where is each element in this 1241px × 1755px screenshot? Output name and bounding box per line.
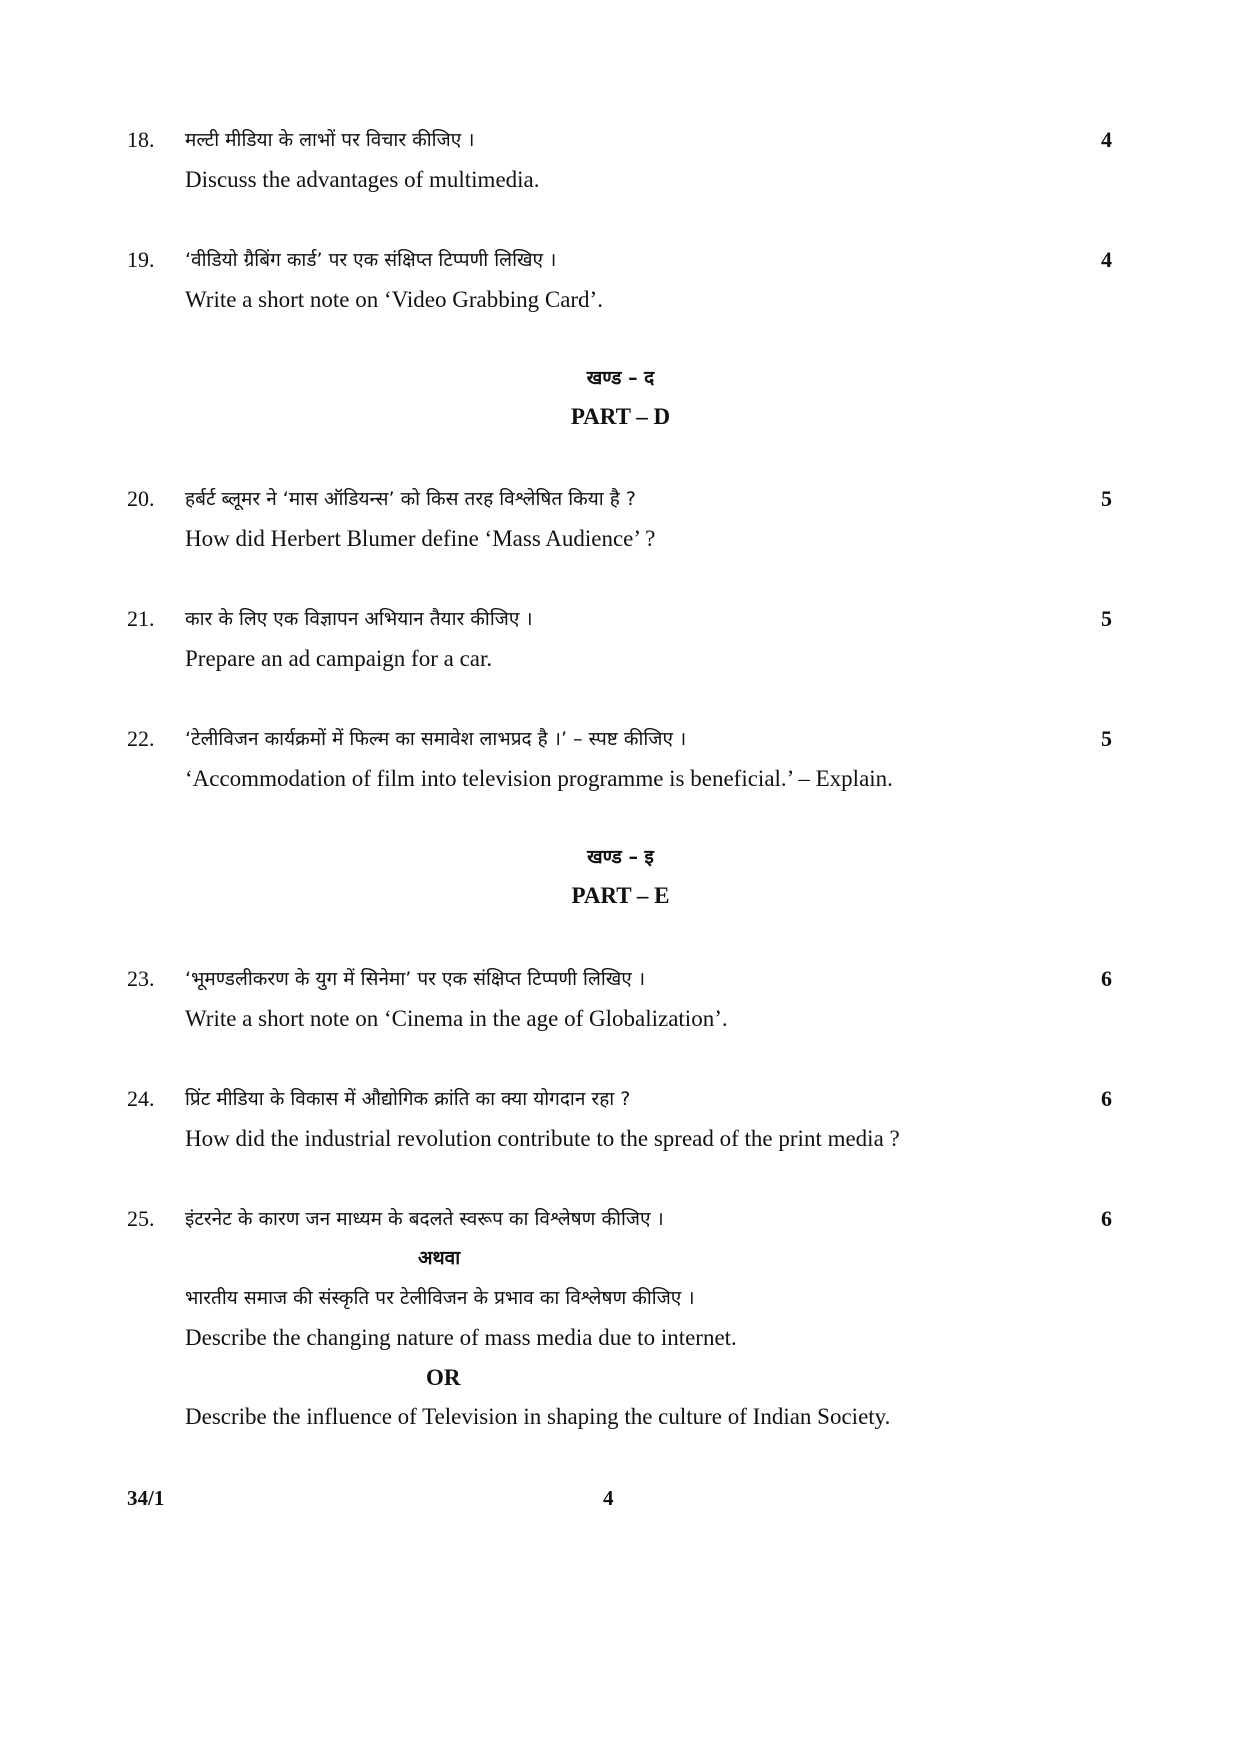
question-number: 21. (127, 606, 155, 631)
question-number: 23. (127, 966, 155, 991)
question-hindi: इंटरनेट के कारण जन माध्यम के बदलते स्वरूप का विश्लेषण कीजिए । (185, 1208, 664, 1230)
question-english: Prepare an ad campaign for a car. (185, 646, 493, 671)
paper-code: 34/1 (127, 1486, 165, 1510)
question-english: How did Herbert Blumer define ‘Mass Audience’ ? (185, 526, 656, 551)
question-marks: 5 (1101, 606, 1112, 631)
question-number: 20. (127, 486, 155, 511)
page-number: 4 (603, 1486, 614, 1510)
question-hindi: प्रिंट मीडिया के विकास में औद्योगिक क्रांति का क्या योगदान रहा ? (185, 1088, 631, 1110)
question-hindi: हर्बर्ट ब्लूमर ने ‘मास ऑडियन्स’ को किस तरह विश्लेषित किया है ? (185, 488, 636, 510)
part-e-hindi-heading: खण्ड – इ (587, 846, 654, 868)
question-english: Write a short note on ‘Cinema in the age of Globalization’. (185, 1006, 728, 1031)
question-english: Discuss the advantages of multimedia. (185, 167, 540, 192)
question-english: Describe the changing nature of mass media due to internet. (185, 1325, 737, 1350)
question-hindi: ‘भूमण्डलीकरण के युग में सिनेमा’ पर एक संक्षिप्त टिप्पणी लिखिए । (185, 968, 646, 990)
question-marks: 6 (1101, 1086, 1112, 1111)
question-hindi: कार के लिए एक विज्ञापन अभियान तैयार कीजिए । (185, 608, 533, 630)
question-number: 19. (127, 247, 155, 272)
question-marks: 6 (1101, 966, 1112, 991)
question-english: Write a short note on ‘Video Grabbing Card’. (185, 287, 603, 312)
question-number: 24. (127, 1086, 155, 1111)
question-hindi: मल्टी मीडिया के लाभों पर विचार कीजिए । (185, 129, 475, 151)
part-e-heading: PART – E (571, 883, 670, 908)
question-hindi-alt: भारतीय समाज की संस्कृति पर टेलीविजन के प्रभाव का विश्लेषण कीजिए । (185, 1287, 695, 1309)
question-number: 22. (127, 726, 155, 751)
question-marks: 5 (1101, 486, 1112, 511)
question-marks: 4 (1101, 127, 1112, 152)
question-english: How did the industrial revolution contribute to the spread of the print media ? (185, 1126, 900, 1151)
or-english: OR (426, 1365, 461, 1390)
question-english: ‘Accommodation of film into television programme is beneficial.’ – Explain. (185, 766, 893, 791)
part-d-heading: PART – D (570, 404, 671, 429)
question-marks: 5 (1101, 726, 1112, 751)
question-number: 25. (127, 1206, 155, 1231)
question-number: 18. (127, 127, 155, 152)
or-hindi: अथवा (418, 1247, 461, 1269)
question-marks: 6 (1101, 1206, 1112, 1231)
question-english-alt: Describe the influence of Television in shaping the culture of Indian Society. (185, 1404, 891, 1429)
question-hindi: ‘वीडियो ग्रैबिंग कार्ड’ पर एक संक्षिप्त टिप्पणी लिखिए । (185, 249, 557, 271)
question-hindi: ‘टेलीविजन कार्यक्रमों में फिल्म का समावेश लाभप्रद है ।’ – स्पष्ट कीजिए । (185, 728, 687, 750)
part-d-hindi-heading: खण्ड – द (586, 367, 655, 389)
question-marks: 4 (1101, 247, 1112, 272)
